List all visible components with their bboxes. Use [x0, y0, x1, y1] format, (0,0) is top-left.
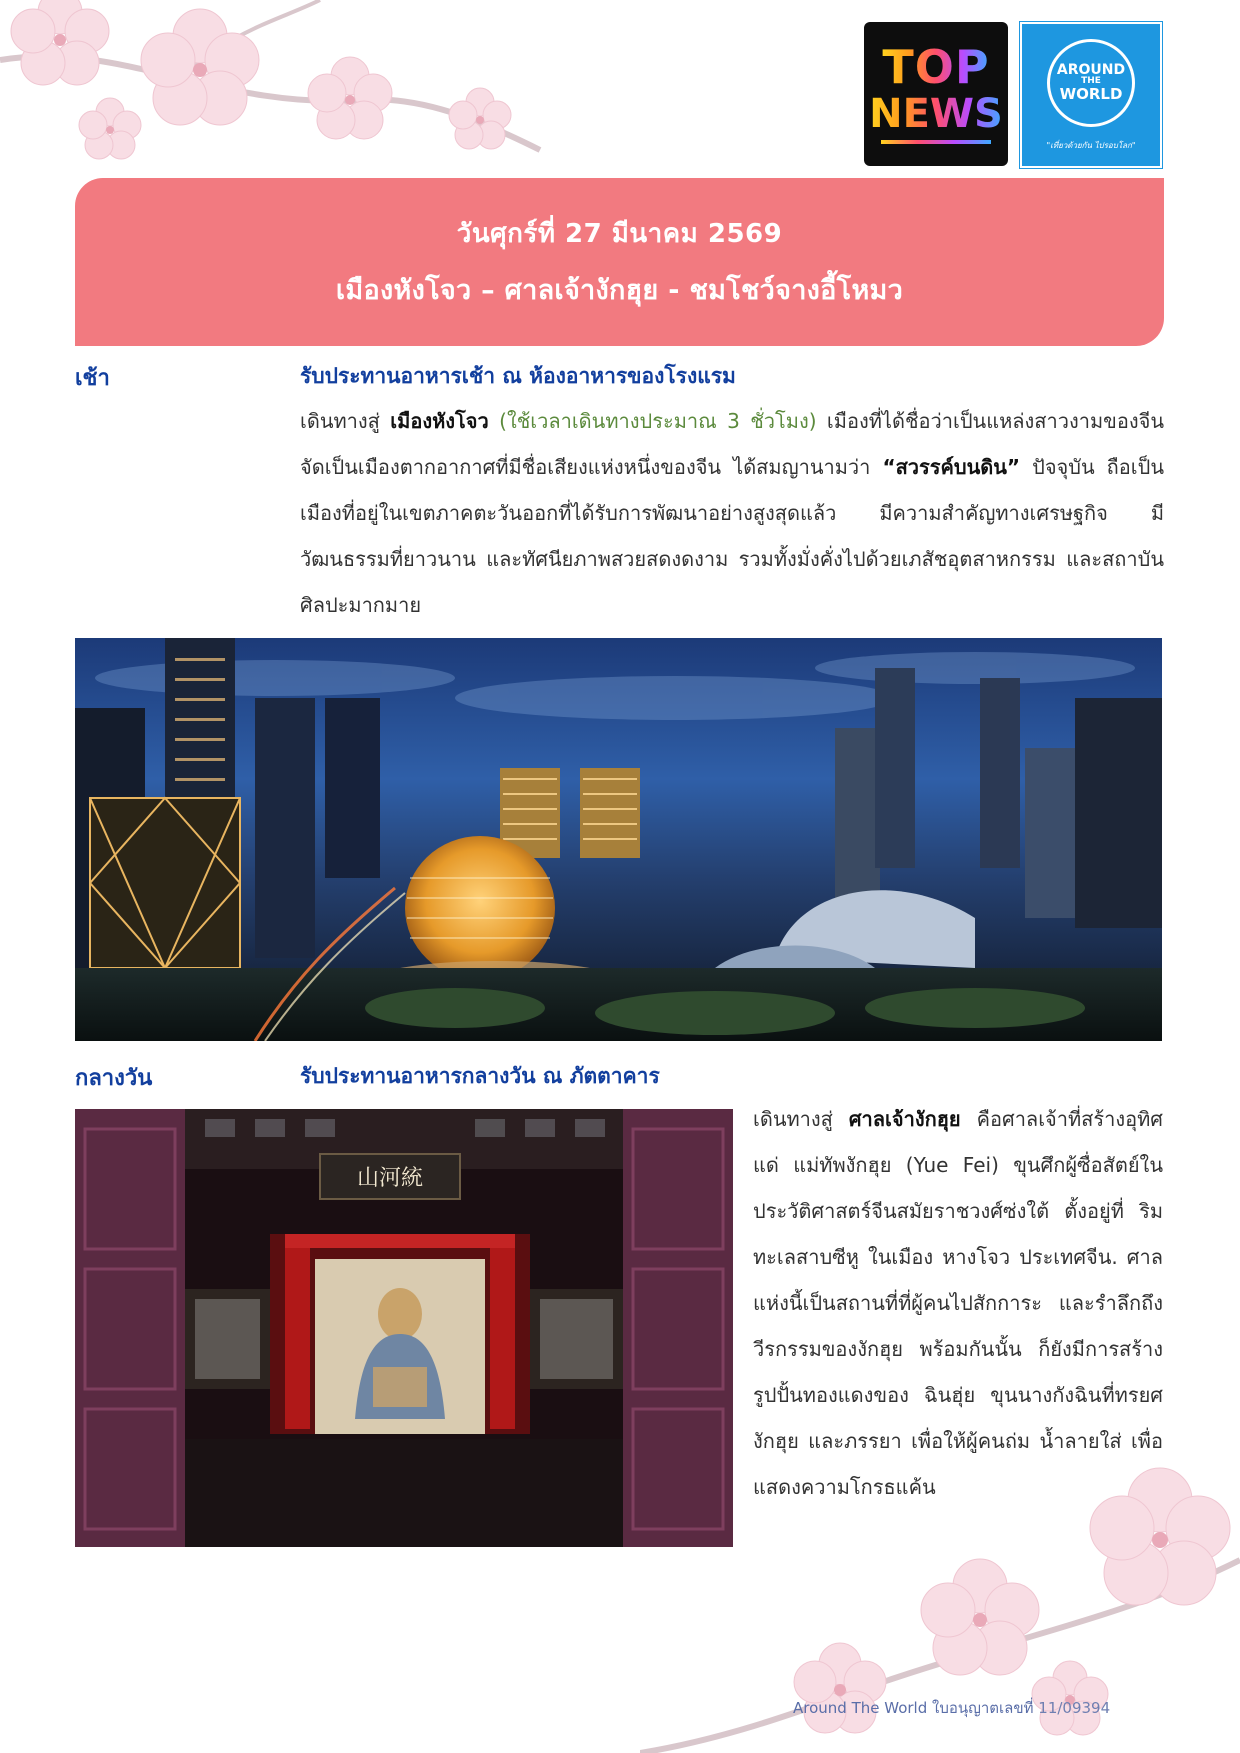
topnews-logo-bar	[881, 140, 991, 144]
meal-lunch: รับประทานอาหารกลางวัน ณ ภัตตาคาร	[300, 1064, 660, 1088]
morning-text-2: ปัจจุบัน ถือเป็นเมืองที่อยู่ในเขตภาคตะวันออกที่ได้รับการพัฒนาอย่างสูงสุดแล้ว มีความสำคัญทางเศรษฐกิจ มีวัฒนธรรมที่ยาวนาน และทัศนียภาพสวยสดงดงาม รวมทั้งมั่งคั่งไปด้วยเภสัชอุตสาหกรรม และสถาบันศิลปะมากมาย	[300, 455, 1164, 617]
midday-text-intro: เดินทางสู่	[753, 1107, 849, 1131]
day-date: วันศุกร์ที่ 27 มีนาคม 2569	[456, 219, 783, 249]
midday-description	[753, 1096, 1163, 1510]
meal-breakfast: รับประทานอาหารเช้า ณ ห้องอาหารของโรงแรม	[300, 364, 736, 388]
travel-time: (ใช้เวลาเดินทางประมาณ 3 ชั่วโมง)	[488, 409, 817, 433]
place-yue-fei-temple: ศาลเจ้างักฮุย	[848, 1107, 961, 1131]
temple-sign: 山河統	[356, 1166, 424, 1191]
day-header	[75, 178, 1164, 346]
aw-logo-line2: THE	[1081, 76, 1101, 87]
topnews-logo	[864, 22, 1008, 166]
footer-license	[793, 1696, 1110, 1720]
morning-description	[300, 398, 1164, 628]
cherry-blossom-decoration-top	[0, 0, 560, 180]
topnews-logo-news: NEWS	[869, 91, 1003, 137]
aw-logo-tagline: "เที่ยวด้วยกัน ไปรอบโลก"	[1046, 140, 1136, 150]
midday-text-1: คือศาลเจ้าที่สร้างอุทิศแด่ แม่ทัพงักฮุย (Yue Fei) ขุนศึกผู้ซื่อสัตย์ในประวัติศาสตร์จีนสมัยราชวงศ์ซ่งใต้ ตั้งอยู่ที่ ริมทะเลสาบซีหู ในเมือง หางโจว ประเทศจีน. ศาลแห่งนี้เป็นสถานที่ที่ผู้คนไปสักการะ และรำลึกถึงวีรกรรมของงักฮุย พร้อมกันนั้น ก็ยังมีการสร้างรูปปั้นทองแดงของ ฉินฮุ่ย ขุนนางกังฉินที่ทรยศงักฮุย และภรรยา เพื่อให้ผู้คนถ่ม น้ำลายใส่ เพื่อแสดงความโกรธแค้น	[753, 1107, 1163, 1499]
hangzhou-skyline-photo	[75, 638, 1162, 1041]
day-route: เมืองหังโจว – ศาลเจ้างักฮุย - ชมโชว์จางอี้โหมว	[335, 275, 904, 306]
morning-text-1: เมืองที่ได้ชื่อว่าเป็นแหล่งสาวงามของจีน จัดเป็นเมืองตากอากาศที่มีชื่อเสียงแห่งหนึ่งของจีน ได้สมญานามว่า	[300, 409, 1164, 479]
license-number: 11/09394	[1038, 1699, 1111, 1717]
time-label-midday: กลางวัน	[75, 1066, 153, 1091]
globe-icon	[1047, 39, 1135, 127]
time-label-morning: เช้า	[75, 366, 110, 391]
yue-fei-temple-photo	[75, 1109, 733, 1547]
around-the-world-logo	[1020, 22, 1162, 168]
footer-text: Around The World ใบอนุญาตเลขที่	[793, 1699, 1039, 1717]
place-hangzhou: เมืองหังโจว	[390, 409, 489, 433]
morning-text-intro: เดินทางสู่	[300, 409, 391, 433]
hangzhou-nickname: “สวรรค์บนดิน”	[882, 455, 1021, 479]
aw-logo-line1: AROUND	[1056, 61, 1126, 78]
aw-logo-line3: WORLD	[1059, 84, 1123, 103]
topnews-logo-top: TOP	[882, 40, 990, 94]
